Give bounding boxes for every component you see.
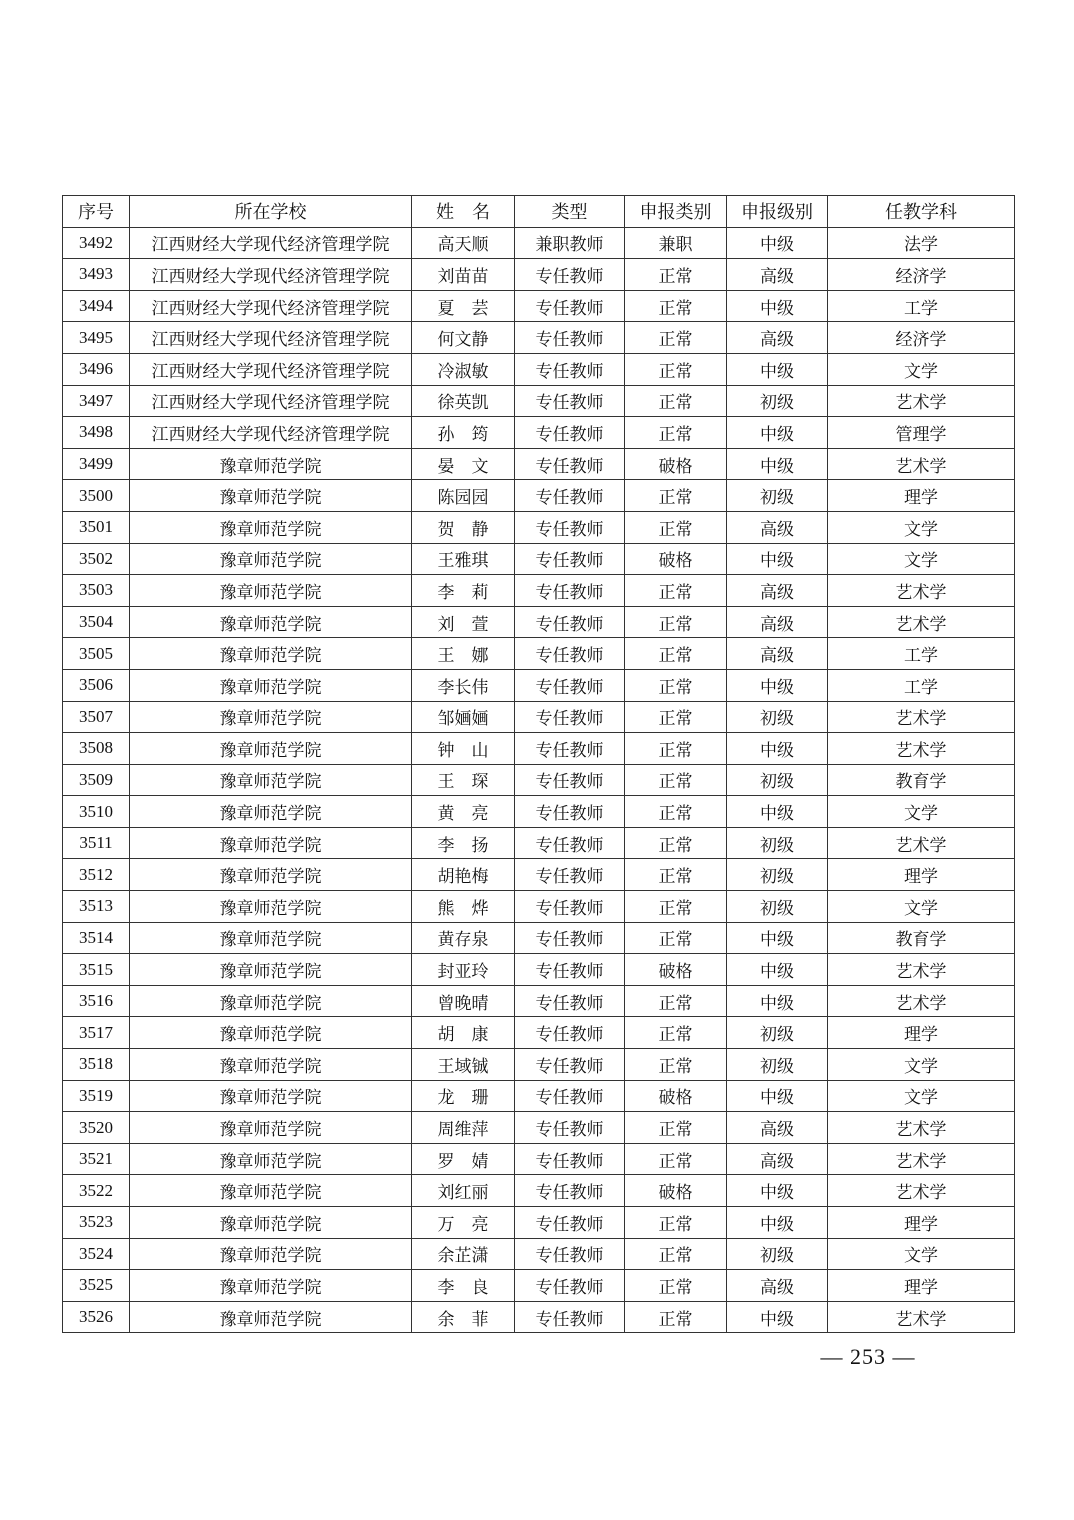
cell-name: 高天顺 [412, 227, 515, 259]
cell-category: 正常 [625, 1270, 727, 1302]
cell-school: 豫章师范学院 [130, 1080, 412, 1112]
cell-category: 正常 [625, 259, 727, 291]
cell-category: 正常 [625, 511, 727, 543]
cell-subject: 理学 [828, 1270, 1015, 1302]
cell-school: 豫章师范学院 [130, 1017, 412, 1049]
cell-level: 中级 [727, 922, 828, 954]
cell-type: 专任教师 [515, 511, 625, 543]
cell-category: 正常 [625, 606, 727, 638]
cell-seq: 3496 [63, 353, 130, 385]
cell-category: 正常 [625, 796, 727, 828]
cell-name: 李 良 [412, 1270, 515, 1302]
cell-name: 刘 萱 [412, 606, 515, 638]
cell-name: 李 莉 [412, 575, 515, 607]
cell-level: 高级 [727, 575, 828, 607]
cell-subject: 文学 [828, 1238, 1015, 1270]
cell-level: 中级 [727, 1301, 828, 1333]
cell-name: 邹婳婳 [412, 701, 515, 733]
cell-level: 中级 [727, 353, 828, 385]
cell-name: 余 菲 [412, 1301, 515, 1333]
cell-category: 破格 [625, 1175, 727, 1207]
cell-category: 正常 [625, 701, 727, 733]
cell-level: 初级 [727, 859, 828, 891]
table-row [63, 859, 1015, 891]
cell-type: 专任教师 [515, 1112, 625, 1144]
cell-seq: 3524 [63, 1238, 130, 1270]
cell-subject: 法学 [828, 227, 1015, 259]
cell-level: 中级 [727, 448, 828, 480]
table-row [63, 638, 1015, 670]
cell-subject: 工学 [828, 290, 1015, 322]
cell-category: 正常 [625, 669, 727, 701]
cell-level: 初级 [727, 891, 828, 923]
cell-type: 专任教师 [515, 669, 625, 701]
cell-school: 江西财经大学现代经济管理学院 [130, 227, 412, 259]
cell-school: 豫章师范学院 [130, 480, 412, 512]
cell-seq: 3526 [63, 1301, 130, 1333]
cell-name: 黄存泉 [412, 922, 515, 954]
cell-school: 江西财经大学现代经济管理学院 [130, 259, 412, 291]
cell-seq: 3505 [63, 638, 130, 670]
cell-seq: 3503 [63, 575, 130, 607]
cell-subject: 艺术学 [828, 575, 1015, 607]
cell-type: 专任教师 [515, 1301, 625, 1333]
cell-subject: 艺术学 [828, 1112, 1015, 1144]
cell-seq: 3525 [63, 1270, 130, 1302]
cell-school: 豫章师范学院 [130, 1175, 412, 1207]
cell-type: 专任教师 [515, 859, 625, 891]
cell-seq: 3522 [63, 1175, 130, 1207]
table-row [63, 1017, 1015, 1049]
cell-type: 专任教师 [515, 353, 625, 385]
cell-name: 周维萍 [412, 1112, 515, 1144]
cell-seq: 3502 [63, 543, 130, 575]
cell-category: 正常 [625, 480, 727, 512]
cell-name: 封亚玲 [412, 954, 515, 986]
table-row [63, 290, 1015, 322]
cell-seq: 3519 [63, 1080, 130, 1112]
cell-level: 中级 [727, 733, 828, 765]
cell-type: 专任教师 [515, 1207, 625, 1239]
cell-type: 专任教师 [515, 733, 625, 765]
header-name: 姓 名 [412, 196, 515, 228]
cell-school: 豫章师范学院 [130, 796, 412, 828]
cell-subject: 文学 [828, 796, 1015, 828]
cell-type: 专任教师 [515, 480, 625, 512]
cell-seq: 3497 [63, 385, 130, 417]
cell-name: 黄 亮 [412, 796, 515, 828]
cell-category: 正常 [625, 922, 727, 954]
table-row [63, 954, 1015, 986]
cell-level: 中级 [727, 417, 828, 449]
cell-school: 豫章师范学院 [130, 1143, 412, 1175]
cell-subject: 艺术学 [828, 954, 1015, 986]
cell-category: 正常 [625, 575, 727, 607]
cell-name: 王雅琪 [412, 543, 515, 575]
cell-type: 专任教师 [515, 290, 625, 322]
cell-level: 中级 [727, 954, 828, 986]
cell-name: 王域铖 [412, 1049, 515, 1081]
cell-subject: 理学 [828, 480, 1015, 512]
header-seq: 序号 [63, 196, 130, 228]
cell-category: 破格 [625, 543, 727, 575]
cell-subject: 艺术学 [828, 1301, 1015, 1333]
table-header [63, 196, 1015, 228]
table-row [63, 1270, 1015, 1302]
cell-school: 豫章师范学院 [130, 606, 412, 638]
cell-type: 专任教师 [515, 796, 625, 828]
cell-seq: 3514 [63, 922, 130, 954]
cell-name: 冷淑敏 [412, 353, 515, 385]
cell-category: 正常 [625, 1112, 727, 1144]
cell-type: 专任教师 [515, 1080, 625, 1112]
table-row [63, 827, 1015, 859]
table-body [63, 227, 1015, 1333]
cell-subject: 文学 [828, 511, 1015, 543]
cell-type: 专任教师 [515, 417, 625, 449]
header-type: 类型 [515, 196, 625, 228]
table-row [63, 1238, 1015, 1270]
cell-seq: 3508 [63, 733, 130, 765]
table-row [63, 1143, 1015, 1175]
table-row [63, 796, 1015, 828]
cell-school: 豫章师范学院 [130, 1270, 412, 1302]
cell-level: 中级 [727, 543, 828, 575]
table-row [63, 575, 1015, 607]
cell-subject: 文学 [828, 543, 1015, 575]
cell-subject: 理学 [828, 1207, 1015, 1239]
cell-category: 破格 [625, 954, 727, 986]
cell-level: 中级 [727, 227, 828, 259]
table-row [63, 1207, 1015, 1239]
cell-school: 豫章师范学院 [130, 1301, 412, 1333]
cell-seq: 3517 [63, 1017, 130, 1049]
cell-category: 正常 [625, 417, 727, 449]
cell-seq: 3499 [63, 448, 130, 480]
cell-school: 豫章师范学院 [130, 669, 412, 701]
cell-seq: 3494 [63, 290, 130, 322]
cell-name: 晏 文 [412, 448, 515, 480]
cell-school: 豫章师范学院 [130, 764, 412, 796]
cell-school: 豫章师范学院 [130, 1207, 412, 1239]
table-row [63, 543, 1015, 575]
cell-seq: 3498 [63, 417, 130, 449]
cell-name: 龙 珊 [412, 1080, 515, 1112]
table-row [63, 417, 1015, 449]
cell-type: 专任教师 [515, 259, 625, 291]
cell-category: 正常 [625, 859, 727, 891]
page-number: — 253 — [820, 1344, 916, 1369]
table-row [63, 1049, 1015, 1081]
cell-subject: 艺术学 [828, 733, 1015, 765]
header-level: 申报级别 [727, 196, 828, 228]
cell-name: 曾晚晴 [412, 985, 515, 1017]
cell-school: 豫章师范学院 [130, 859, 412, 891]
cell-category: 正常 [625, 1017, 727, 1049]
cell-name: 王 娜 [412, 638, 515, 670]
cell-type: 专任教师 [515, 448, 625, 480]
cell-school: 江西财经大学现代经济管理学院 [130, 290, 412, 322]
cell-seq: 3504 [63, 606, 130, 638]
cell-level: 高级 [727, 1143, 828, 1175]
cell-level: 高级 [727, 511, 828, 543]
table-row [63, 259, 1015, 291]
cell-level: 初级 [727, 385, 828, 417]
cell-level: 初级 [727, 701, 828, 733]
cell-subject: 艺术学 [828, 385, 1015, 417]
table-row [63, 1112, 1015, 1144]
cell-subject: 艺术学 [828, 827, 1015, 859]
cell-school: 豫章师范学院 [130, 891, 412, 923]
cell-school: 豫章师范学院 [130, 575, 412, 607]
cell-category: 破格 [625, 448, 727, 480]
cell-level: 高级 [727, 638, 828, 670]
cell-seq: 3520 [63, 1112, 130, 1144]
cell-seq: 3511 [63, 827, 130, 859]
table-row [63, 669, 1015, 701]
cell-name: 孙 筠 [412, 417, 515, 449]
cell-level: 初级 [727, 827, 828, 859]
cell-seq: 3513 [63, 891, 130, 923]
cell-type: 专任教师 [515, 1049, 625, 1081]
cell-name: 夏 芸 [412, 290, 515, 322]
cell-subject: 经济学 [828, 259, 1015, 291]
cell-level: 初级 [727, 1049, 828, 1081]
cell-name: 熊 烨 [412, 891, 515, 923]
cell-subject: 工学 [828, 669, 1015, 701]
cell-category: 正常 [625, 1207, 727, 1239]
cell-category: 正常 [625, 891, 727, 923]
cell-school: 豫章师范学院 [130, 985, 412, 1017]
cell-type: 专任教师 [515, 701, 625, 733]
cell-type: 专任教师 [515, 575, 625, 607]
cell-type: 专任教师 [515, 985, 625, 1017]
cell-subject: 经济学 [828, 322, 1015, 354]
cell-school: 豫章师范学院 [130, 1049, 412, 1081]
cell-name: 万 亮 [412, 1207, 515, 1239]
cell-name: 胡艳梅 [412, 859, 515, 891]
table-row [63, 385, 1015, 417]
cell-seq: 3493 [63, 259, 130, 291]
cell-type: 专任教师 [515, 385, 625, 417]
cell-type: 专任教师 [515, 1143, 625, 1175]
cell-school: 江西财经大学现代经济管理学院 [130, 417, 412, 449]
table-row [63, 701, 1015, 733]
table-row [63, 511, 1015, 543]
cell-level: 高级 [727, 606, 828, 638]
cell-level: 初级 [727, 1238, 828, 1270]
teacher-roster-table [62, 195, 1015, 1333]
cell-name: 钟 山 [412, 733, 515, 765]
cell-subject: 理学 [828, 859, 1015, 891]
cell-subject: 管理学 [828, 417, 1015, 449]
cell-school: 江西财经大学现代经济管理学院 [130, 385, 412, 417]
cell-name: 刘红丽 [412, 1175, 515, 1207]
cell-school: 豫章师范学院 [130, 1112, 412, 1144]
cell-school: 豫章师范学院 [130, 701, 412, 733]
table-row [63, 922, 1015, 954]
cell-name: 罗 婧 [412, 1143, 515, 1175]
table-row [63, 891, 1015, 923]
header-subject: 任教学科 [828, 196, 1015, 228]
cell-subject: 教育学 [828, 764, 1015, 796]
cell-category: 正常 [625, 290, 727, 322]
cell-school: 江西财经大学现代经济管理学院 [130, 353, 412, 385]
cell-level: 中级 [727, 290, 828, 322]
cell-type: 专任教师 [515, 1270, 625, 1302]
cell-school: 豫章师范学院 [130, 543, 412, 575]
table-row [63, 1301, 1015, 1333]
cell-seq: 3507 [63, 701, 130, 733]
cell-type: 专任教师 [515, 1017, 625, 1049]
cell-seq: 3521 [63, 1143, 130, 1175]
cell-level: 高级 [727, 322, 828, 354]
cell-level: 中级 [727, 796, 828, 828]
table-row [63, 322, 1015, 354]
cell-subject: 工学 [828, 638, 1015, 670]
cell-seq: 3512 [63, 859, 130, 891]
cell-school: 豫章师范学院 [130, 954, 412, 986]
cell-type: 专任教师 [515, 543, 625, 575]
cell-seq: 3495 [63, 322, 130, 354]
cell-seq: 3510 [63, 796, 130, 828]
cell-name: 胡 康 [412, 1017, 515, 1049]
cell-school: 江西财经大学现代经济管理学院 [130, 322, 412, 354]
cell-type: 专任教师 [515, 827, 625, 859]
cell-level: 高级 [727, 1270, 828, 1302]
cell-type: 专任教师 [515, 1238, 625, 1270]
cell-level: 中级 [727, 1080, 828, 1112]
cell-level: 高级 [727, 1112, 828, 1144]
cell-category: 正常 [625, 827, 727, 859]
cell-type: 专任教师 [515, 606, 625, 638]
cell-category: 正常 [625, 1301, 727, 1333]
cell-level: 初级 [727, 480, 828, 512]
cell-subject: 艺术学 [828, 1143, 1015, 1175]
cell-seq: 3506 [63, 669, 130, 701]
cell-name: 李长伟 [412, 669, 515, 701]
cell-subject: 文学 [828, 891, 1015, 923]
cell-seq: 3516 [63, 985, 130, 1017]
cell-type: 专任教师 [515, 922, 625, 954]
table-row [63, 733, 1015, 765]
cell-type: 专任教师 [515, 638, 625, 670]
cell-seq: 3523 [63, 1207, 130, 1239]
cell-name: 余芷潇 [412, 1238, 515, 1270]
cell-level: 初级 [727, 764, 828, 796]
cell-type: 专任教师 [515, 1175, 625, 1207]
cell-school: 豫章师范学院 [130, 733, 412, 765]
cell-name: 何文静 [412, 322, 515, 354]
header-school: 所在学校 [130, 196, 412, 228]
cell-seq: 3501 [63, 511, 130, 543]
header-category: 申报类别 [625, 196, 727, 228]
cell-category: 正常 [625, 385, 727, 417]
cell-school: 豫章师范学院 [130, 448, 412, 480]
cell-category: 正常 [625, 322, 727, 354]
cell-name: 贺 静 [412, 511, 515, 543]
table-row [63, 227, 1015, 259]
cell-category: 正常 [625, 985, 727, 1017]
cell-type: 专任教师 [515, 764, 625, 796]
cell-subject: 理学 [828, 1017, 1015, 1049]
cell-subject: 艺术学 [828, 606, 1015, 638]
cell-subject: 文学 [828, 1049, 1015, 1081]
cell-subject: 艺术学 [828, 985, 1015, 1017]
cell-category: 正常 [625, 1049, 727, 1081]
table-row [63, 1175, 1015, 1207]
cell-category: 正常 [625, 638, 727, 670]
cell-school: 豫章师范学院 [130, 827, 412, 859]
cell-level: 中级 [727, 985, 828, 1017]
table-row [63, 764, 1015, 796]
cell-type: 专任教师 [515, 891, 625, 923]
cell-name: 徐英凯 [412, 385, 515, 417]
cell-seq: 3515 [63, 954, 130, 986]
cell-category: 正常 [625, 353, 727, 385]
cell-school: 豫章师范学院 [130, 922, 412, 954]
cell-level: 中级 [727, 1207, 828, 1239]
cell-type: 专任教师 [515, 954, 625, 986]
cell-school: 豫章师范学院 [130, 1238, 412, 1270]
table-row [63, 1080, 1015, 1112]
cell-seq: 3500 [63, 480, 130, 512]
cell-type: 兼职教师 [515, 227, 625, 259]
header-row [63, 196, 1015, 228]
cell-name: 李 扬 [412, 827, 515, 859]
cell-seq: 3509 [63, 764, 130, 796]
cell-level: 中级 [727, 1175, 828, 1207]
cell-category: 正常 [625, 733, 727, 765]
cell-level: 初级 [727, 1017, 828, 1049]
table-row [63, 985, 1015, 1017]
cell-name: 王 琛 [412, 764, 515, 796]
cell-subject: 文学 [828, 1080, 1015, 1112]
cell-type: 专任教师 [515, 322, 625, 354]
table-row [63, 353, 1015, 385]
cell-level: 高级 [727, 259, 828, 291]
cell-category: 兼职 [625, 227, 727, 259]
cell-level: 中级 [727, 669, 828, 701]
cell-category: 正常 [625, 1238, 727, 1270]
cell-seq: 3518 [63, 1049, 130, 1081]
cell-subject: 艺术学 [828, 701, 1015, 733]
cell-subject: 教育学 [828, 922, 1015, 954]
cell-category: 正常 [625, 1143, 727, 1175]
cell-category: 破格 [625, 1080, 727, 1112]
cell-seq: 3492 [63, 227, 130, 259]
table-row [63, 606, 1015, 638]
cell-category: 正常 [625, 764, 727, 796]
cell-name: 刘苗苗 [412, 259, 515, 291]
cell-subject: 文学 [828, 353, 1015, 385]
cell-subject: 艺术学 [828, 1175, 1015, 1207]
table-row [63, 480, 1015, 512]
cell-school: 豫章师范学院 [130, 638, 412, 670]
cell-subject: 艺术学 [828, 448, 1015, 480]
cell-name: 陈园园 [412, 480, 515, 512]
table-row [63, 448, 1015, 480]
cell-school: 豫章师范学院 [130, 511, 412, 543]
